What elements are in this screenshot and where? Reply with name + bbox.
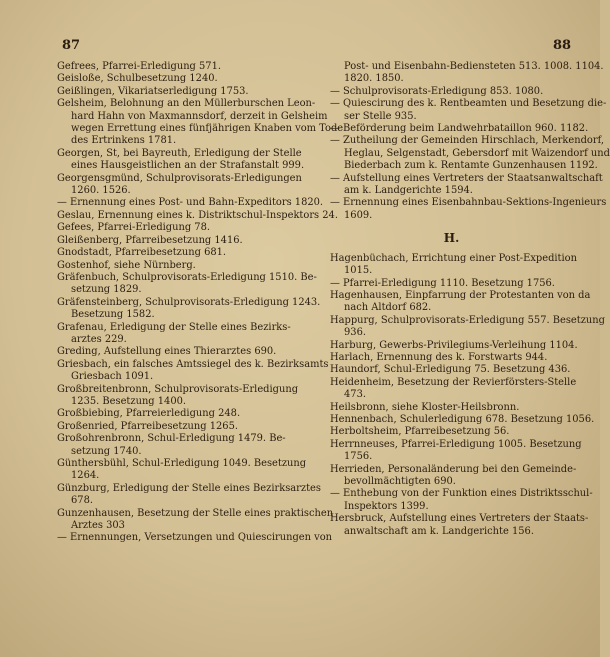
index-line: — Pfarrei-Erledigung 1110. Besetzung 1756. [330, 277, 555, 289]
index-line: 678. [71, 495, 93, 507]
index-entries-h [330, 252, 605, 538]
index-line: Heglau, Selgenstadt, Gebersdorf mit Waizendorf und [344, 147, 610, 159]
index-line: nach Altdorf 682. [344, 302, 432, 314]
index-line: — Beförderung beim Landwehrbataillon 960. 1182. [330, 123, 589, 135]
index-line: Griesbach, ein falsches Amtssiegel des k. Bezirksamts [57, 358, 329, 370]
index-line: — Zutheilung der Gemeinden Hirschlach, Merkendorf, [330, 135, 605, 147]
index-column-right [330, 61, 610, 538]
index-line: — Ernennung eines Eisenbahnbau-Sektions-Ingenieurs [330, 197, 607, 209]
index-line: — Quiescirung des k. Rentbeamten und Besetzung die- [330, 98, 607, 110]
index-line: arztes 229. [71, 333, 127, 345]
index-line: Gnodstadt, Pfarreibesetzung 681. [57, 247, 227, 259]
index-line: Georgensgmünd, Schulprovisorats-Erledigungen [57, 172, 302, 184]
index-line: 473. [344, 389, 366, 401]
index-line: setzung 1829. [71, 284, 142, 296]
index-line: Geisloße, Schulbesetzung 1240. [57, 73, 218, 85]
index-line: wegen Errettung eines fünfjährigen Knaben vom Tode [71, 123, 344, 135]
index-line: Großenried, Pfarreibesetzung 1265. [57, 420, 239, 432]
index-line: Happurg, Schulprovisorats-Erledigung 557. Besetzung [330, 314, 605, 326]
index-line: anwaltschaft am k. Landgerichte 156. [344, 525, 534, 537]
index-line: Grafenau, Erledigung der Stelle eines Bezirks- [57, 321, 291, 333]
index-line: Gostenhof, siehe Nürnberg. [57, 259, 196, 271]
index-line: Herboltsheim, Pfarreibesetzung 56. [330, 426, 510, 438]
index-line: am k. Landgerichte 1594. [344, 185, 473, 197]
index-line: 1264. [71, 470, 100, 482]
index-line: Harlach, Ernennung des k. Forstwarts 944. [330, 351, 548, 363]
index-line: Großbreitenbronn, Schulprovisorats-Erledigung [57, 383, 299, 395]
index-line: Post- und Eisenbahn-Bediensteten 513. 1008. 1104. [344, 61, 604, 72]
index-line: Hagenhausen, Einpfarrung der Protestanten von da [330, 289, 591, 301]
index-line: — Enthebung von der Funktion eines Distriktsschul- [330, 488, 593, 500]
index-entries-g-continued [330, 61, 610, 222]
index-line: Hagenbüchach, Errichtung einer Post-Expedition [330, 252, 577, 264]
index-line: ser Stelle 935. [344, 110, 417, 122]
index-line: Inspektors 1399. [344, 500, 429, 512]
index-line: hard Hahn von Maxmannsdorf, derzeit in Gelsheim [71, 110, 328, 122]
index-line: Georgen, St, bei Bayreuth, Erledigung der Stelle [57, 147, 302, 159]
page-number-right: 88 [553, 38, 572, 53]
index-line: 1820. 1850. [344, 73, 404, 85]
index-line: Heidenheim, Besetzung der Revierförsters-Stelle [330, 376, 577, 388]
index-line: Gunzenhausen, Besetzung der Stelle eines praktischen [57, 507, 334, 519]
index-line: Gefees, Pfarrei-Erledigung 78. [57, 222, 211, 234]
index-line: Günzburg, Erledigung der Stelle eines Bezirksarztes [57, 482, 321, 494]
page-number-left: 87 [62, 38, 81, 53]
index-line: Griesbach 1091. [71, 371, 154, 383]
index-line: Gräfenbuch, Schulprovisorats-Erledigung 1510. Be- [57, 271, 317, 283]
index-line: Herrnneuses, Pfarrei-Erledigung 1005. Besetzung [330, 438, 582, 450]
index-line: des Ertrinkens 1781. [71, 135, 177, 147]
index-line: 1756. [344, 451, 373, 463]
index-line: Hennenbach, Schulerledigung 678. Besetzung 1056. [330, 413, 595, 425]
index-line: 1235. Besetzung 1400. [71, 395, 187, 407]
index-column-left [57, 61, 344, 545]
section-letter-heading: H. [443, 231, 460, 246]
index-line: 936. [344, 327, 366, 339]
index-line: Geißlingen, Vikariatserledigung 1753. [57, 85, 249, 97]
index-line: Biederbach zum k. Rentamte Gunzenhausen 1192. [344, 160, 598, 172]
index-line: Gräfensteinberg, Schulprovisorats-Erledigung 1243. [57, 296, 321, 308]
index-line: 1260. 1526. [71, 185, 131, 197]
index-line: 1015. [344, 265, 373, 277]
index-line: — Ernennung eines Post- und Bahn-Expeditors 1820. [57, 197, 324, 209]
index-line: Arztes 303 [71, 520, 125, 532]
index-line: Herrieden, Personaländerung bei den Gemeinde- [330, 463, 577, 475]
index-line: Haundorf, Schul-Erledigung 75. Besetzung 436. [330, 364, 571, 376]
index-line: — Ernennungen, Versetzungen und Quiescirungen von [57, 532, 333, 544]
index-line: Greding, Aufstellung eines Thierarztes 690. [57, 346, 277, 358]
index-line: Besetzung 1582. [71, 309, 155, 321]
index-line: Großbiebing, Pfarreierledigung 248. [57, 408, 241, 420]
index-line: Gelsheim, Belohnung an den Müllerburschen Leon- [57, 98, 316, 110]
index-line: 1609. [344, 209, 373, 221]
index-line: Geslau, Ernennung eines k. Distriktschul-Inspektors 24. [57, 209, 338, 221]
index-line: Harburg, Gewerbs-Privilegiums-Verleihung 1104. [330, 339, 578, 351]
index-line: — Aufstellung eines Vertreters der Staatsanwaltschaft [330, 172, 603, 184]
index-line: Großohrenbronn, Schul-Erledigung 1479. Be- [57, 433, 286, 445]
index-line: — Schulprovisorats-Erledigung 853. 1080. [330, 85, 544, 97]
index-line: Heilsbronn, siehe Kloster-Heilsbronn. [330, 401, 520, 413]
index-line: setzung 1740. [71, 445, 142, 457]
index-line: Günthersbühl, Schul-Erledigung 1049. Besetzung [57, 458, 307, 469]
index-line: Gleißenberg, Pfarreibesetzung 1416. [57, 234, 243, 246]
index-line: bevollmächtigten 690. [344, 476, 456, 487]
index-line: eines Hausgeistlichen an der Strafanstalt 999. [71, 160, 305, 172]
index-line: Gefrees, Pfarrei-Erledigung 571. [57, 61, 222, 72]
index-line: Hersbruck, Aufstellung eines Vertreters der Staats- [330, 513, 589, 525]
